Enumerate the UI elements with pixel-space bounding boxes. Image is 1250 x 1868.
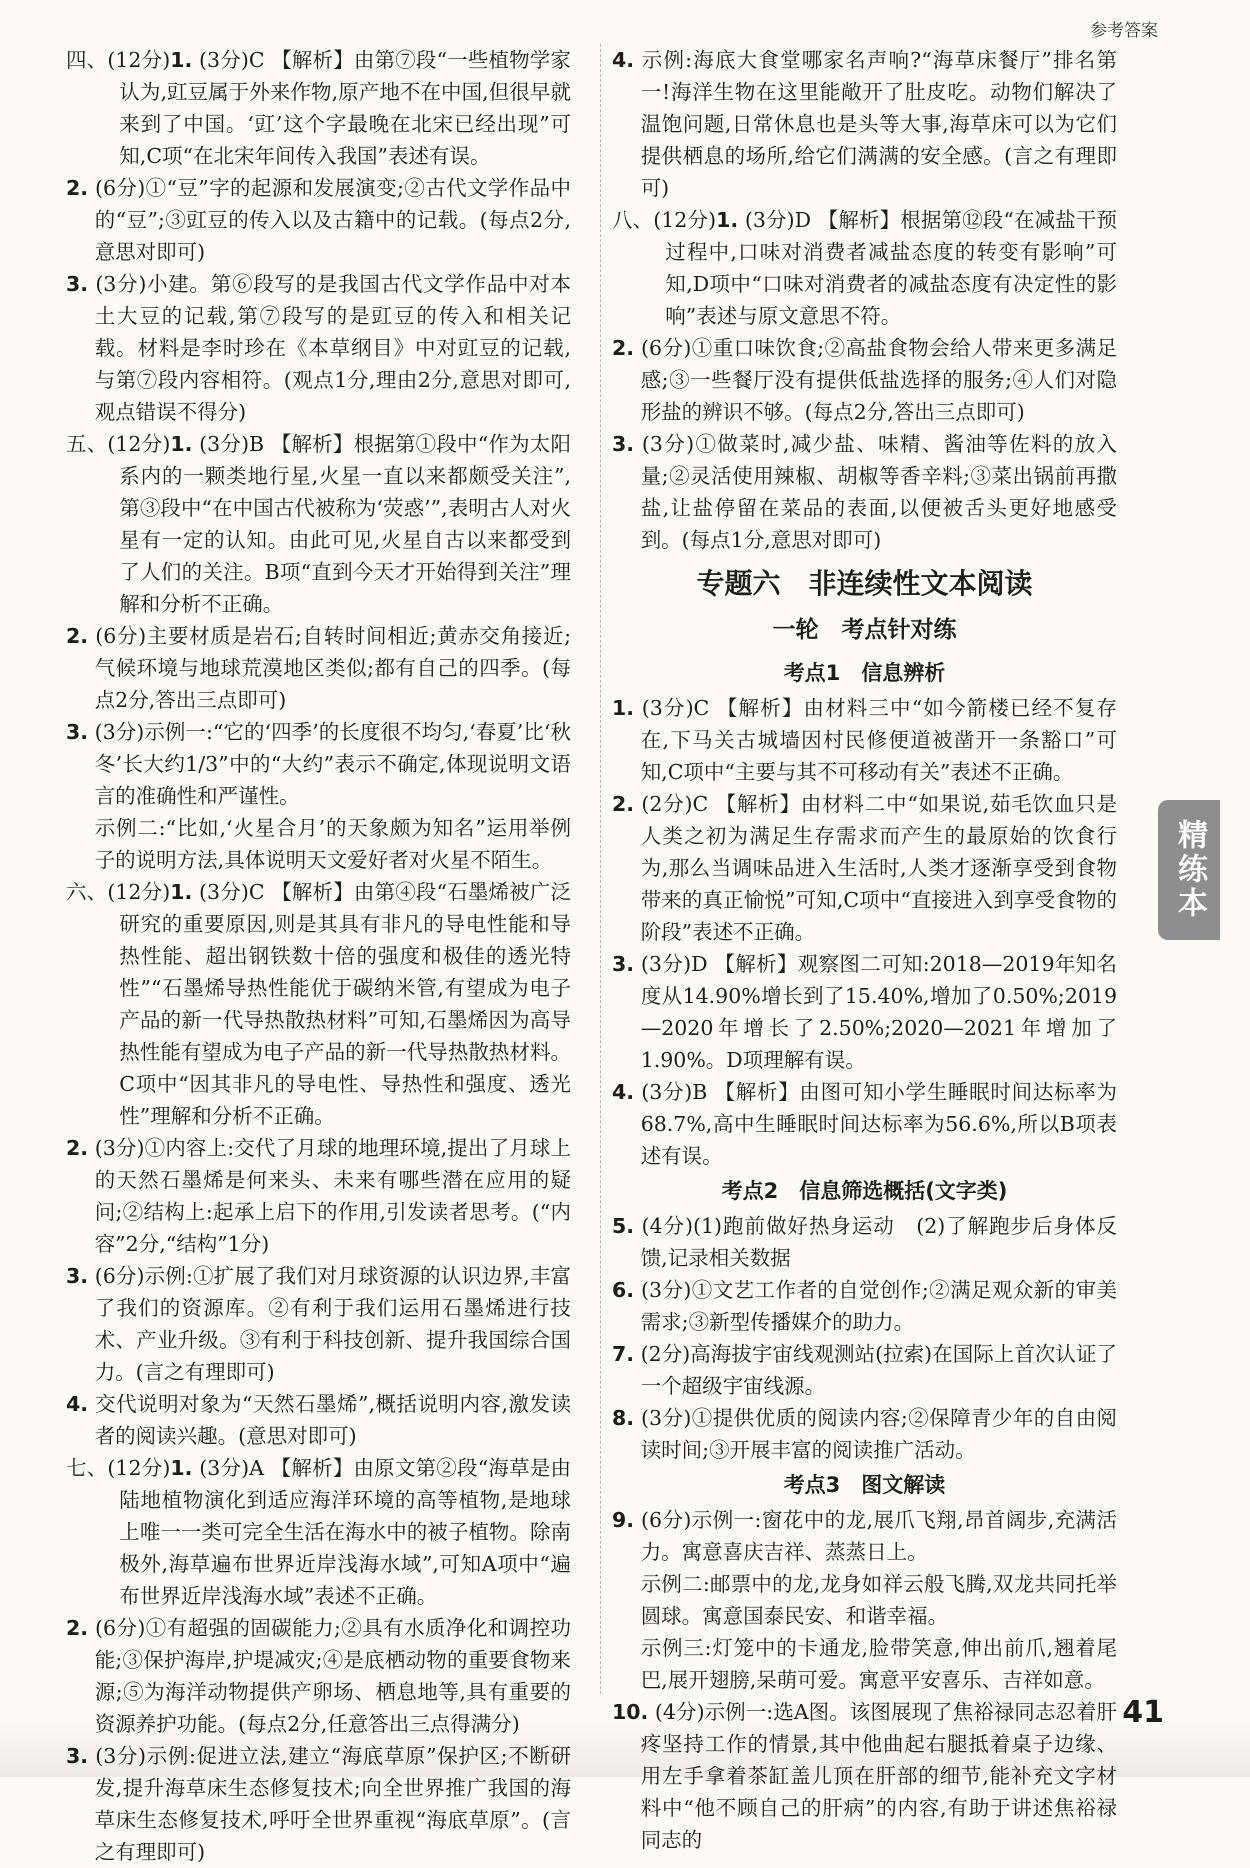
answer-text: (6分)①重口味饮食;②高盐食物会给人带来更多满足感;③一些餐厅没有提供低盐选择的服务;④人们对隐形盐的辨识不够。(每点2分,答出三点即可) bbox=[640, 336, 1117, 424]
answer-text: (2分)高海拔宇宙线观测站(拉索)在国际上首次认证了一个超级宇宙线源。 bbox=[640, 1342, 1117, 1398]
page-number: 41 bbox=[1122, 1695, 1164, 1730]
answer-text: 交代说明对象为“天然石墨烯”,概括说明内容,激发读者的阅读兴趣。(意思对即可) bbox=[94, 1392, 571, 1448]
answer-entry bbox=[612, 44, 1117, 204]
answer-entry bbox=[66, 620, 571, 716]
section-number: 七、(12分) bbox=[66, 1456, 171, 1480]
topic-title: 专题六 非连续性文本阅读 bbox=[696, 567, 1033, 600]
answer-entry bbox=[66, 1740, 571, 1868]
answer-text: (2分)C 【解析】由材料二中“如果说,茹毛饮血只是人类之初为满足生存需求而产生的最原始的饮食行为,那么当调味品进入生活时,人类才逐渐享受到食物带来的真正愉悦”可知,C项中“直接进入到享受食物的阶段”表述不正确。 bbox=[640, 792, 1117, 944]
section-heading-kd1: 考点1 信息辨析 bbox=[783, 661, 946, 685]
answer-entry bbox=[612, 1076, 1117, 1172]
answer-entry bbox=[612, 1338, 1117, 1402]
section-number: 五、(12分) bbox=[66, 432, 171, 456]
answer-text: (3分)D 【解析】观察图二可知:2018—2019年知名度从14.90%增长到了15.40%,增加了0.50%;2019—2020年增长了2.50%;2020—2021年增加了1.90%。D项理解有误。 bbox=[640, 952, 1117, 1072]
answer-entry bbox=[612, 1696, 1117, 1856]
answer-entry bbox=[612, 1402, 1117, 1466]
side-tab: 精练本 bbox=[1158, 800, 1220, 940]
question-number: 4. bbox=[612, 1080, 635, 1104]
answer-entry bbox=[66, 1452, 571, 1612]
answer-entry bbox=[66, 812, 571, 876]
answer-text: (3分)D 【解析】根据第⑫段“在减盐干预过程中,口味对消费者减盐态度的转变有影响”可知,D项中“口味对消费者的减盐态度有决定性的影响”表述与原文意思不符。 bbox=[665, 208, 1117, 328]
answer-text: (6分)①有超强的固碳能力;②具有水质净化和调控功能;③保护海岸,护堤减灾;④是底栖动物的重要食物来源;⑤为海洋动物提供产卵场、栖息地等,具有重要的资源养护功能。(每点2分,任意答出三点得满分) bbox=[94, 1616, 571, 1736]
answer-entry bbox=[66, 44, 571, 172]
answer-text: (3分)示例:促进立法,建立“海底草原”保护区;不断研发,提升海草床生态修复技术;向全世界推广我国的海草床生态修复技术,呼吁全世界重视“海底草原”。(言之有理即可) bbox=[94, 1744, 571, 1864]
answer-text: (3分)①文艺工作者的自觉创作;②满足观众新的审美需求;③新型传播媒介的助力。 bbox=[640, 1278, 1117, 1334]
question-number: 2. bbox=[612, 336, 635, 360]
question-number: 1. bbox=[170, 48, 193, 72]
answers-group-kd3 bbox=[612, 1504, 1117, 1856]
answer-text: 示例三:灯笼中的卡通龙,脸带笑意,伸出前爪,翘着尾巴,展开翅膀,呆萌可爱。寓意平安喜乐、吉祥如意。 bbox=[640, 1636, 1117, 1692]
section-heading-kd2: 考点2 信息筛选概括(文字类) bbox=[721, 1179, 1008, 1203]
answer-text: (3分)A 【解析】由原文第②段“海草是由陆地植物演化到适应海洋环境的高等植物,是地球上唯一一类可完全生活在海水中的被子植物。除南极外,海草遍布世界近岸浅海水域”,可知A项中“遍布世界近岸浅海水域”表述不正确。 bbox=[119, 1456, 571, 1608]
answer-entry bbox=[612, 428, 1117, 556]
answer-text: 示例二:邮票中的龙,龙身如祥云般飞腾,双龙共同托举圆球。寓意国泰民安、和谐幸福。 bbox=[640, 1572, 1117, 1628]
round-title: 一轮 考点针对练 bbox=[772, 617, 957, 643]
answer-text: (6分)主要材质是岩石;自转时间相近;黄赤交角接近;气候环境与地球荒漠地区类似;都有自己的四季。(每点2分,答出三点即可) bbox=[94, 624, 571, 712]
question-number: 2. bbox=[66, 176, 89, 200]
answer-text: (6分)示例一:窗花中的龙,展爪飞翔,昂首阔步,充满活力。寓意喜庆吉祥、蒸蒸日上。 bbox=[640, 1508, 1117, 1564]
question-number: 3. bbox=[66, 720, 89, 744]
answers-group-kd2 bbox=[612, 1210, 1117, 1466]
answer-text: (3分)小建。第⑥段写的是我国古代文学作品中对本土大豆的记载,第⑦段写的是豇豆的传入和相关记载。材料是李时珍在《本草纲目》中对豇豆的记载,与第⑦段内容相符。(观点1分,理由2分,意思对即可,观点错误不得分) bbox=[94, 272, 571, 424]
question-number: 5. bbox=[612, 1214, 635, 1238]
answer-entry bbox=[612, 1568, 1117, 1632]
question-number: 2. bbox=[66, 624, 89, 648]
answer-entry bbox=[612, 948, 1117, 1076]
answer-text: 示例二:“比如,‘火星合月’的天象颇为知名”运用举例子的说明方法,具体说明天文爱好者对火星不陌生。 bbox=[94, 816, 571, 872]
answer-text: (6分)示例:①扩展了我们对月球资源的认识边界,丰富了我们的资源库。②有利于我们运用石墨烯进行技术、产业升级。③有利于科技创新、提升我国综合国力。(言之有理即可) bbox=[94, 1264, 571, 1384]
answer-text: (3分)①内容上:交代了月球的地理环境,提出了月球上的天然石墨烯是何来头、未来有哪些潜在应用的疑问;②结构上:起承上启下的作用,引发读者思考。(“内容”2分,“结构”1分) bbox=[94, 1136, 571, 1256]
answer-entry bbox=[612, 788, 1117, 948]
question-number: 1. bbox=[170, 1456, 193, 1480]
answer-text: (3分)C 【解析】由第⑦段“一些植物学家认为,豇豆属于外来作物,原产地不在中国,但很早就来到了中国。‘豇’这个字最晚在北宋已经出现”可知,C项“在北宋年间传入我国”表述有误。 bbox=[119, 48, 571, 168]
question-number: 4. bbox=[612, 48, 635, 72]
answer-entry bbox=[612, 1274, 1117, 1338]
answer-text: (3分)①提供优质的阅读内容;②保障青少年的自由阅读时间;③开展丰富的阅读推广活动。 bbox=[640, 1406, 1117, 1462]
answer-entry bbox=[66, 1132, 571, 1260]
question-number: 1. bbox=[170, 880, 193, 904]
answer-text: 示例:海底大食堂哪家名声响?“海草床餐厅”排名第一!海洋生物在这里能敞开了肚皮吃。动物们解决了温饱问题,日常休息也是头等大事,海草床可以为它们提供栖息的场所,给它们满满的安全感。(言之有理即可) bbox=[640, 48, 1117, 200]
answer-entry bbox=[612, 1504, 1117, 1568]
question-number: 10. bbox=[612, 1700, 649, 1724]
answer-entry bbox=[612, 692, 1117, 788]
answer-text: (3分)C 【解析】由第④段“石墨烯被广泛研究的重要原因,则是其具有非凡的导电性能和导热性能、超出钢铁数十倍的强度和极佳的透光特性”“石墨烯导热性能优于碳纳米管,有望成为电子产品的新一代导热散热材料”可知,石墨烯因为高导热性能有望成为电子产品的新一代导热散热材料。C项中“因其非凡的导电性、导热性和强度、透光性”理解和分析不正确。 bbox=[119, 880, 571, 1128]
page-header: 参考答案 bbox=[1090, 21, 1158, 41]
answer-text: (3分)C 【解析】由材料三中“如今箭楼已经不复存在,下马关古城墙因村民修便道被凿开一条豁口”可知,C项中“主要与其不可移动有关”表述不正确。 bbox=[640, 696, 1117, 784]
answer-entry bbox=[612, 332, 1117, 428]
question-number: 3. bbox=[612, 432, 635, 456]
answer-entry bbox=[612, 1210, 1117, 1274]
answer-text: (4分)(1)跑前做好热身运动 (2)了解跑步后身体反馈,记录相关数据 bbox=[640, 1214, 1117, 1270]
column-divider bbox=[600, 44, 601, 1694]
answers-group-top bbox=[612, 44, 1117, 556]
question-number: 8. bbox=[612, 1406, 635, 1430]
answer-entry bbox=[66, 1260, 571, 1388]
answer-entry bbox=[66, 876, 571, 1132]
question-number: 1. bbox=[716, 208, 739, 232]
answers-group-kd1 bbox=[612, 692, 1117, 1172]
section-number: 八、(12分) bbox=[612, 208, 717, 232]
question-number: 2. bbox=[612, 792, 635, 816]
answer-entry bbox=[66, 172, 571, 268]
question-number: 1. bbox=[612, 696, 635, 720]
answer-text: (3分)①做菜时,减少盐、味精、酱油等佐料的放入量;②灵活使用辣椒、胡椒等香辛料;③菜出锅前再撒盐,让盐停留在菜品的表面,以便被舌头更好地感受到。(每点1分,意思对即可) bbox=[640, 432, 1117, 552]
question-number: 3. bbox=[66, 1264, 89, 1288]
answer-text: (6分)①“豆”字的起源和发展演变;②古代文学作品中的“豆”;③豇豆的传入以及古籍中的记载。(每点2分,意思对即可) bbox=[94, 176, 571, 264]
question-number: 6. bbox=[612, 1278, 635, 1302]
question-number: 4. bbox=[66, 1392, 89, 1416]
question-number: 1. bbox=[170, 432, 193, 456]
answer-text: (3分)B 【解析】根据第①段中“作为太阳系内的一颗类地行星,火星一直以来都颇受关注”,第③段中“在中国古代被称为‘荧惑’”,表明古人对火星有一定的认知。由此可见,火星自古以来都受到了人们的关注。B项“直到今天才开始得到关注”理解和分析不正确。 bbox=[119, 432, 571, 616]
answer-entry bbox=[612, 1632, 1117, 1696]
answer-entry bbox=[66, 428, 571, 620]
answer-text: (3分)示例一:“它的‘四季’的长度很不均匀,‘春夏’比‘秋冬’长大约1/3”中的“大约”表示不确定,体现说明文语言的准确性和严谨性。 bbox=[94, 720, 571, 808]
question-number: 2. bbox=[66, 1616, 89, 1640]
section-number: 六、(12分) bbox=[66, 880, 171, 904]
left-column bbox=[66, 44, 571, 1868]
right-column bbox=[612, 44, 1117, 1856]
question-number: 3. bbox=[66, 272, 89, 296]
question-number: 7. bbox=[612, 1342, 635, 1366]
answer-entry bbox=[612, 204, 1117, 332]
section-heading-kd3: 考点3 图文解读 bbox=[783, 1473, 946, 1497]
answer-text: (4分)示例一:选A图。该图展现了焦裕禄同志忍着肝疼坚持工作的情景,其中他曲起右腿抵着桌子边缘、用左手拿着茶缸盖儿顶在肝部的细节,能补充文字材料中“他不顾自己的肝病”的内容,有助于讲述焦裕禄同志的 bbox=[640, 1700, 1117, 1852]
answer-text: (3分)B 【解析】由图可知小学生睡眠时间达标率为68.7%,高中生睡眠时间达标率为56.6%,所以B项表述有误。 bbox=[640, 1080, 1117, 1168]
answer-entry bbox=[66, 716, 571, 812]
answer-entry bbox=[66, 268, 571, 428]
section-number: 四、(12分) bbox=[66, 48, 171, 72]
answer-entry bbox=[66, 1388, 571, 1452]
answer-entry bbox=[66, 1612, 571, 1740]
question-number: 3. bbox=[612, 952, 635, 976]
question-number: 3. bbox=[66, 1744, 89, 1768]
question-number: 9. bbox=[612, 1508, 635, 1532]
question-number: 2. bbox=[66, 1136, 89, 1160]
